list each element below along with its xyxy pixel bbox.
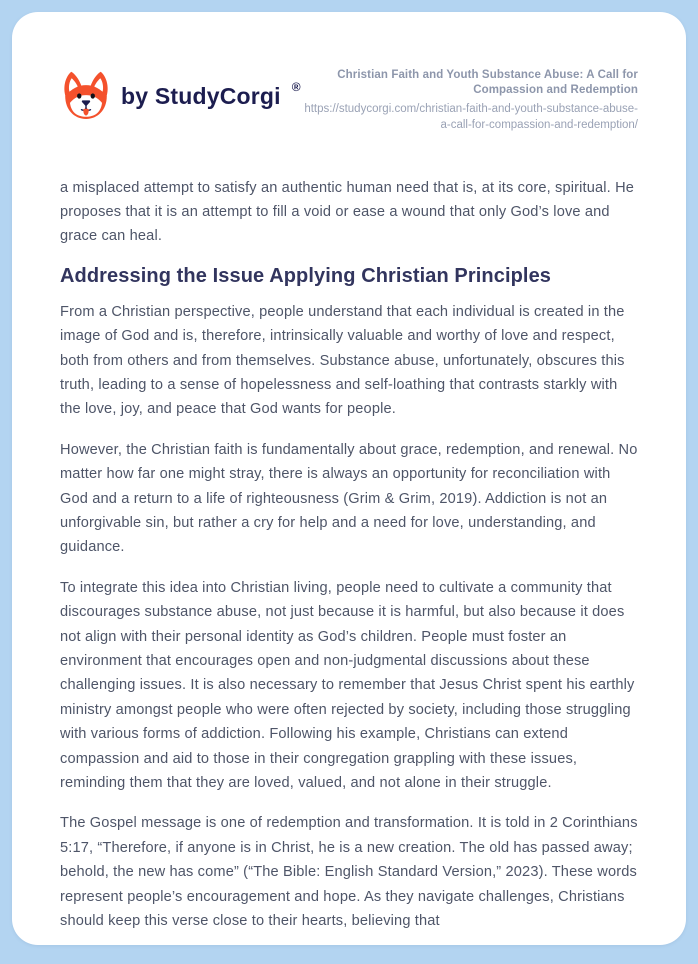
registered-trademark-icon: ®: [291, 80, 301, 94]
section-heading: Addressing the Issue Applying Christian Principles: [60, 264, 552, 287]
document-page: [12, 12, 686, 945]
essay-paragraph: From a Christian perspective, people understand that each individual is created in the image of God and is, therefore, intrinsically valuable and worthy of love and respect, both from others and from themselves. Substance abuse, unfortunately, obscures this truth, leading to a sense of hopelessness and self-loathing that contrasts starkly with the love, joy, and peace that God wants for people.: [60, 303, 625, 418]
studycorgi-brand: [60, 64, 301, 126]
corgi-logo-icon: [60, 66, 112, 126]
document-url-link[interactable]: https://studycorgi.com/christian-faith-and-youth-substance-abuse-a-call-for-compassion-and-redemption/: [304, 102, 638, 131]
document-meta: [301, 64, 638, 134]
brand-text: by StudyCorgi: [121, 82, 281, 109]
essay-paragraph: To integrate this idea into Christian living, people need to cultivate a community that discourages substance abuse, not just because it is harmful, but also because it does not align with their personal identity as God’s children. People must foster an environment that encourages open and non-judgmental discussions about these challenging issues. It is also necessary to remember that Jesus Christ spent his earthly ministry amongst people who were often rejected by society, including those struggling with various forms of addiction. Following his example, Christians can extend compassion and aid to those in their congregation grappling with these issues, reminding them that they are loved, valued, and not alone in their struggle.: [60, 579, 635, 792]
essay-paragraph: The Gospel message is one of redemption and transformation. It is told in 2 Corinthians 5:17, “Therefore, if anyone is in Christ, he is a new creation. The old has passed away; behold, the new has come” (“The Bible: English Standard Version,” 2023). These words represent people’s encouragement and hope. As they navigate challenges, Christians should keep this verse close to their hearts, believing that: [60, 815, 638, 930]
essay-paragraph: a misplaced attempt to satisfy an authentic human need that is, at its core, spiritual. He proposes that it is an attempt to fill a void or ease a wound that only God’s love and grace can heal.: [60, 179, 635, 245]
essay-content: [60, 176, 638, 934]
document-title: Christian Faith and Youth Substance Abuse: A Call for Compassion and Redemption: [337, 69, 638, 97]
essay-paragraph: However, the Christian faith is fundamentally about grace, redemption, and renewal. No matter how far one might stray, there is always an opportunity for reconciliation with God and a return to a life of righteousness (Grim & Grim, 2019). Addiction is not an unforgivable sin, but rather a cry for help and a need for love, understanding, and guidance.: [60, 441, 638, 556]
document-header: [60, 64, 638, 134]
